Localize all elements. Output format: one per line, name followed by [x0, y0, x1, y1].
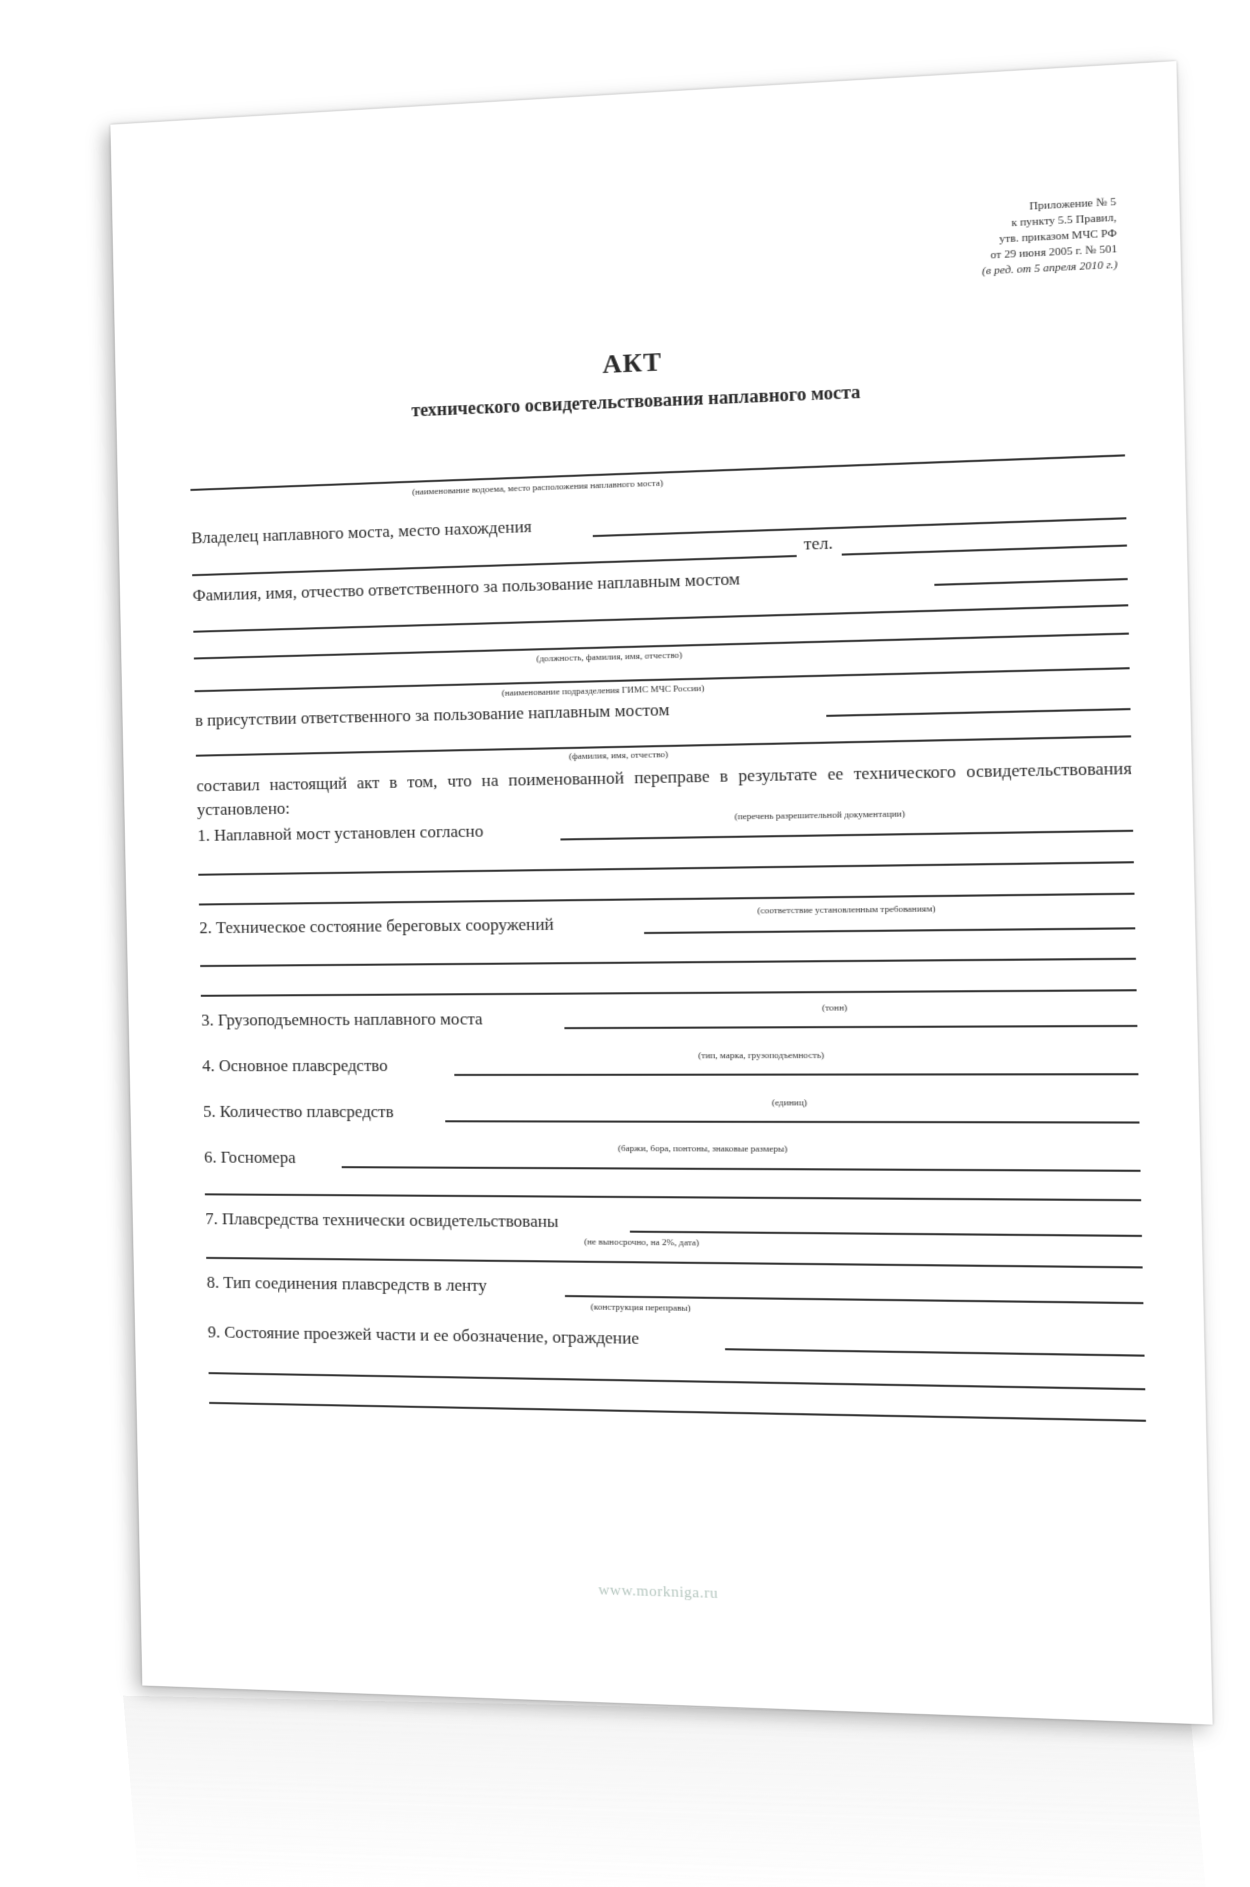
- responsible-line: [934, 578, 1127, 586]
- tel-line: [842, 544, 1127, 555]
- hint-registration: (баржи, бора, понтоны, знаковые размеры): [617, 1142, 788, 1154]
- item-9-label: 9. Состояние проезжей части и ее обозначение, ограждение: [207, 1322, 640, 1348]
- hint-position: (должность, фамилия, имя, отчество): [536, 649, 683, 664]
- presence-label: в присутствии ответственного за пользование наплавным мостом: [194, 699, 670, 730]
- hint-construction: (конструкция переправы): [590, 1301, 691, 1313]
- hint-units: (единиц): [771, 1097, 808, 1108]
- hint-permits: (перечень разрешительной документации): [734, 808, 906, 822]
- watermark: www.morkniga.ru: [598, 1582, 719, 1603]
- tel-label: тел.: [803, 533, 834, 554]
- item-4-label: 4. Основное плавсредство: [202, 1055, 388, 1076]
- hint-name: (фамилия, имя, отчество): [568, 748, 669, 762]
- approval-line: (в ред. от 5 апреля 2010 г.): [981, 258, 1118, 278]
- item-3-label: 3. Грузоподъемность наплавного моста: [201, 1009, 483, 1030]
- item-7-label: 7. Плавсредства технически освидетельствованы: [205, 1209, 559, 1232]
- approval-block: [881, 195, 1118, 285]
- document-sheet: [110, 61, 1212, 1725]
- item-6-line-2: [205, 1193, 1141, 1201]
- hint-department: (наименование подразделения ГИМС МЧС России): [501, 682, 705, 698]
- item-3-line: [564, 1025, 1137, 1029]
- hint-tons: (тонн): [821, 1002, 848, 1013]
- document-perspective: [110, 61, 1212, 1725]
- item-8-label: 8. Тип соединения плавсредств в ленту: [206, 1272, 488, 1296]
- owner-label: Владелец наплавного моста, место нахождения: [191, 516, 532, 548]
- hint-inspection: (не выносрочно, на 2%, дата): [584, 1236, 700, 1248]
- item-1-line-2: [198, 861, 1134, 876]
- item-1-line-3: [199, 893, 1135, 906]
- item-1-line: [560, 830, 1133, 841]
- item-5-line: [445, 1120, 1139, 1123]
- item-1-label: 1. Наплавной мост установлен согласно: [197, 821, 484, 845]
- hint-vessel-type: (тип, марка, грузоподъемность): [698, 1049, 825, 1061]
- item-7-line-2: [206, 1257, 1142, 1269]
- item-2-line-3: [201, 989, 1137, 997]
- item-9-line-3: [209, 1402, 1146, 1422]
- hint-location: (наименование водоема, место расположения наплавного моста): [412, 477, 664, 497]
- approval-line: от 29 июня 2005 г. № 501: [990, 242, 1118, 262]
- item-6-line: [342, 1166, 1141, 1172]
- intro-text: составил настоящий акт в том, что на поименованной переправе в результате ее технического освидетельствования установлено:: [196, 758, 1133, 820]
- item-2-label: 2. Техническое состояние береговых сооружений: [199, 914, 554, 938]
- item-6-label: 6. Госномера: [203, 1147, 296, 1167]
- item-2-line: [644, 927, 1135, 934]
- item-4-line: [454, 1073, 1138, 1076]
- item-9-line: [725, 1348, 1144, 1356]
- approval-line: утв. приказом МЧС РФ: [999, 227, 1118, 246]
- responsible-label: Фамилия, имя, отчество ответственного за пользование наплавным мостом: [192, 569, 741, 605]
- owner-line: [593, 517, 1127, 537]
- item-7-line: [630, 1231, 1142, 1237]
- responsible-line-2: [193, 604, 1128, 632]
- approval-line: Приложение № 5: [1029, 195, 1117, 213]
- item-5-label: 5. Количество плавсредств: [202, 1102, 394, 1122]
- sheet-reflection: [123, 1696, 1208, 1887]
- document-title: АКТ: [602, 346, 663, 380]
- hint-compliance: (соответствие установленным требованиям): [757, 903, 936, 916]
- item-9-line-2: [209, 1372, 1146, 1390]
- document-subtitle: технического освидетельствования наплавного моста: [411, 381, 861, 421]
- approval-line: к пункту 5.5 Правил,: [1011, 211, 1117, 230]
- presence-line: [826, 708, 1130, 717]
- item-2-line-2: [200, 958, 1136, 967]
